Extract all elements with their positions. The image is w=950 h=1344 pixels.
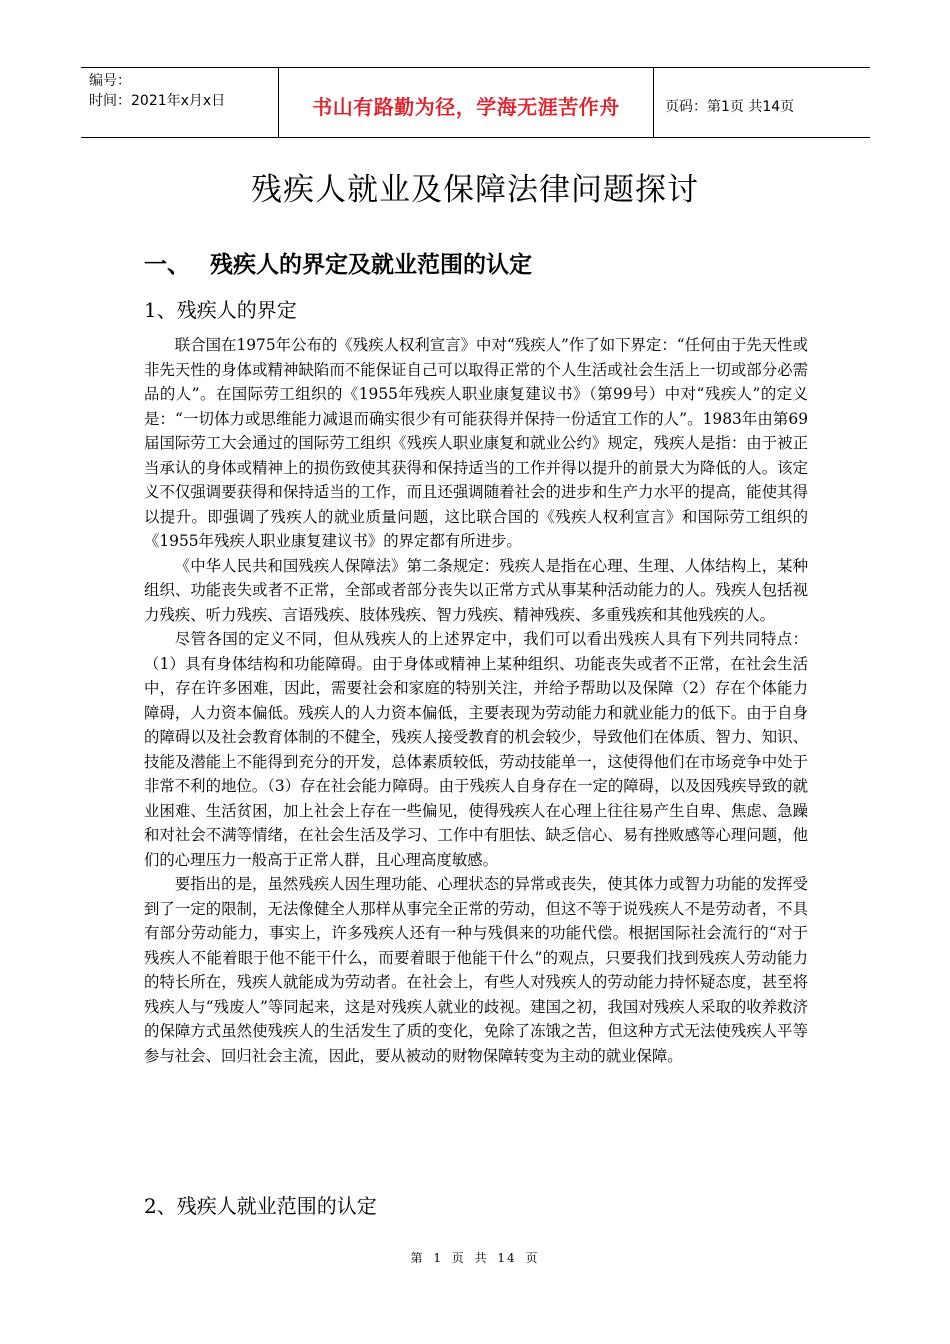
paragraph: 要指出的是，虽然残疾人因生理功能、心理状态的异常或丧失，使其体力或智力功能的发挥受到了一定的限制，无法像健全人那样从事完全正常的劳动，但这不等于说残疾人不是劳动者，不具有部分劳动能力，事实上，许多残疾人还有一种与残俱来的功能代偿。根据国际社会流行的“对于残疾人不能着眼于他不能干什么，而要着眼于他能干什么”的观点，只要我们找到残疾人劳动能力的特长所在，残疾人就能成为劳动者。在社会上，有些人对残疾人的劳动能力持怀疑态度，甚至将残疾人与“残废人”等同起来，这是对残疾人就业的歧视。建国之初，我国对残疾人采取的收养救济的保障方式虽然使残疾人的生活发生了质的变化，免除了冻饿之苦，但这种方式无法使残疾人平等参与社会、回归社会主流，因此，要从被动的财物保障转变为主动的就业保障。: [144, 875, 808, 1065]
header-meta: [81, 68, 278, 137]
page-info-text: 页码：第1页 共14页: [665, 98, 795, 115]
serial-label: 编号：: [89, 73, 131, 89]
motto-text: 书山有路勤为径，学海无涯苦作舟: [312, 95, 620, 119]
paragraph: 尽管各国的定义不同，但从残疾人的上述界定中，我们可以看出残疾人具有下列共同特点：（1）具有身体结构和功能障碍。由于身体或精神上某种组织、功能丧失或者不正常，在社会生活中，存在许多困难，因此，需要社会和家庭的特别关注，并给予帮助以及保障（2）存在个体能力障碍，人力资本偏低。残疾人的人力资本偏低，主要表现为劳动能力和就业能力的低下。由于自身的障碍以及社会教育体制的不健全，残疾人接受教育的机会较少，导致他们在体质、智力、知识、技能及潜能上不能得到充分的开发，总体素质较低，劳动技能单一，这使得他们在市场竞争中处于非常不利的地位。（3）存在社会能力障碍。由于残疾人自身存在一定的障碍，以及因残疾导致的就业困难、生活贫困，加上社会上存在一些偏见，使得残疾人在心理上往往易产生自卑、焦虑、急躁和对社会不满等情绪，在社会生活及学习、工作中有胆怯、缺乏信心、易有挫败感等心理问题，他们的心理压力一般高于正常人群，且心理高度敏感。: [144, 630, 808, 869]
header-motto-cell: [278, 68, 654, 137]
section-number: 一、: [144, 252, 190, 278]
body-text: [144, 333, 808, 1068]
subsection-heading-2: 2、残疾人就业范围的认定: [144, 1194, 377, 1218]
paragraph: 《中华人民共和国残疾人保障法》第二条规定：残疾人是指在心理、生理、人体结构上，某种组织、功能丧失或者不正常，全部或者部分丧失以正常方式从事某种活动能力的人。残疾人包括视力残疾、听力残疾、言语残疾、肢体残疾、智力残疾、精神残疾、多重残疾和其他残疾的人。: [144, 556, 808, 624]
time-label: 时间：2021年x月x日: [89, 93, 226, 109]
section-heading-1: [144, 246, 532, 279]
paragraph: 联合国在1975年公布的《残疾人权利宣言》中对“残疾人”作了如下界定：“任何由于先天性或非先天性的身体或精神缺陷而不能保证自己可以取得正常的个人生活或社会生活上一切或部分必需品的人”。在国际劳工组织的《1955年残疾人职业康复建议书》（第99号）中对“残疾人”的定义是：“一切体力或思维能力减退而确实很少有可能获得并保持一份适宜工作的人”。1983年由第69届国际劳工大会通过的国际劳工组织《残疾人职业康复和就业公约》规定，残疾人是指：由于被正当承认的身体或精神上的损伤致使其获得和保持适当的工作并得以提升的前景大为降低的人。该定义不仅强调要获得和保持适当的工作，而且还强调随着社会的进步和生产力水平的提高，能使其得以提升。即强调了残疾人的就业质量问题，这比联合国的《残疾人权利宣言》和国际劳工组织的《1955年残疾人职业康复建议书》的界定都有所进步。: [144, 336, 808, 550]
header-page-info: [654, 68, 870, 137]
page-header: [81, 67, 870, 138]
section-heading-text: 残疾人的界定及就业范围的认定: [210, 252, 532, 278]
document-title: 残疾人就业及保障法律问题探讨: [251, 172, 699, 208]
page-footer: 第 1 页 共 14 页: [410, 1251, 540, 1265]
subsection-heading-1: 1、残疾人的界定: [144, 298, 297, 322]
